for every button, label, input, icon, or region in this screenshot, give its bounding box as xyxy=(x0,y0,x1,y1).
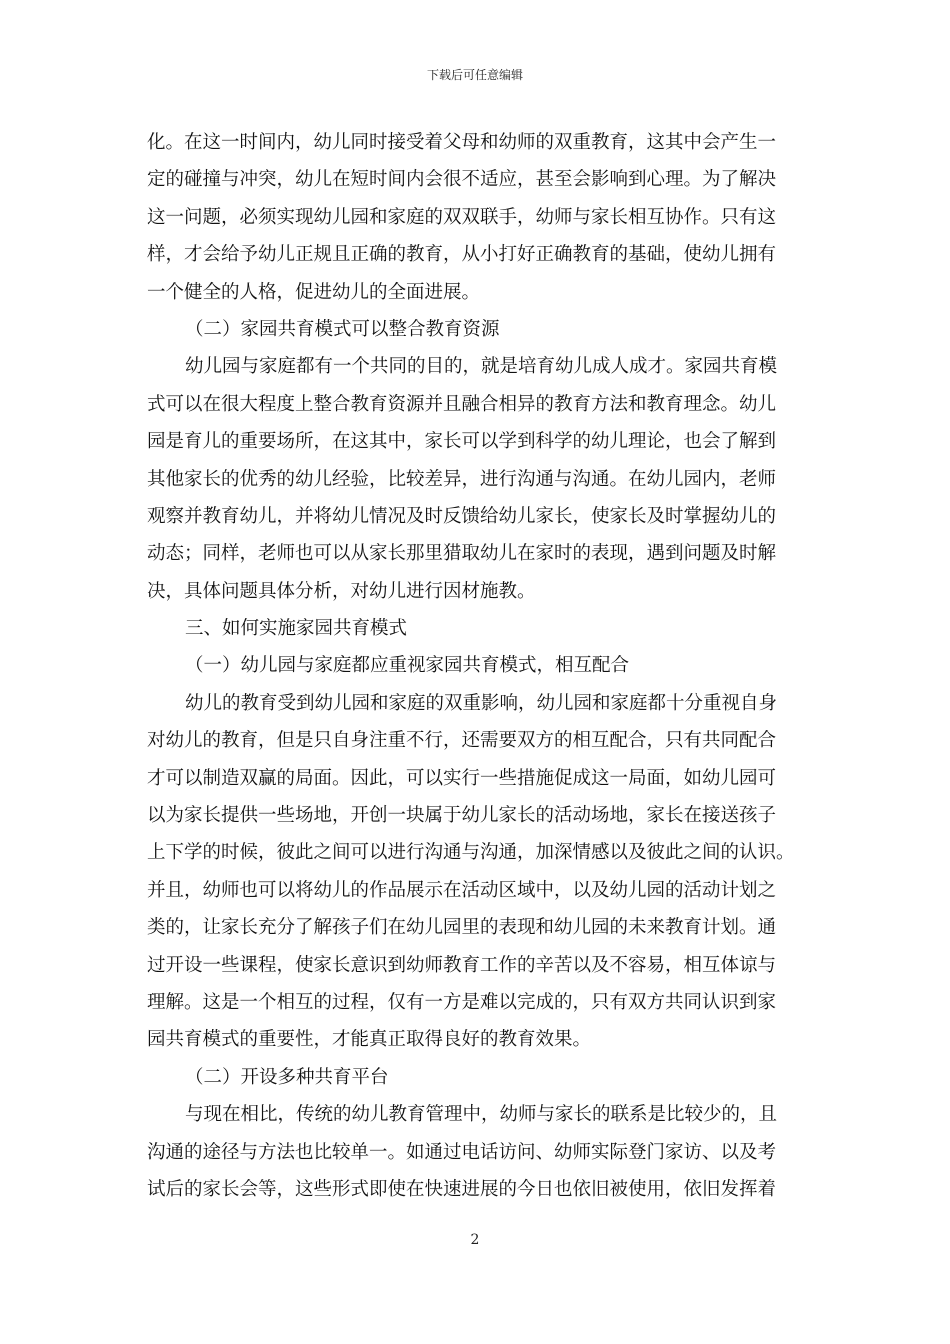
page-header: 下载后可任意编辑 xyxy=(426,68,523,82)
text-line: 定的碰撞与冲突，幼儿在短时间内会很不适应，甚至会影响到心理。为了解决 xyxy=(147,169,777,191)
text-line: 以为家长提供一些场地，开创一块属于幼儿家长的活动场地，家长在接送孩子 xyxy=(147,805,777,827)
text-line: 园共育模式的重要性，才能真正取得良好的教育效果。 xyxy=(147,1029,592,1051)
text-line: 其他家长的优秀的幼儿经验，比较差异，进行沟通与沟通。在幼儿园内，老师 xyxy=(147,468,777,490)
text-line: 这一问题，必须实现幼儿园和家庭的双双联手，幼师与家长相互协作。只有这 xyxy=(147,206,777,228)
text-line: （二）家园共育模式可以整合教育资源 xyxy=(185,318,500,340)
text-line: 化。在这一时间内，幼儿同时接受着父母和幼师的双重教育，这其中会产生一 xyxy=(147,132,777,153)
text-line: 式可以在很大程度上整合教育资源并且融合相异的教育方法和教育理念。幼儿 xyxy=(147,393,777,415)
text-line: 动态；同样，老师也可以从家长那里猎取幼儿在家时的表现，遇到问题及时解 xyxy=(147,543,777,565)
text-line: 试后的家长会等，这些形式即使在快速进展的今日也依旧被使用，依旧发挥着 xyxy=(147,1178,777,1200)
text-line: 并且，幼师也可以将幼儿的作品展示在活动区域中，以及幼儿园的活动计划之 xyxy=(147,879,777,901)
text-line: 观察并教育幼儿，并将幼儿情况及时反馈给幼儿家长，使家长及时掌握幼儿的 xyxy=(147,505,777,527)
text-line: 对幼儿的教育，但是只自身注重不行，还需要双方的相互配合，只有共同配合 xyxy=(147,730,777,752)
text-line: 决，具体问题具体分析，对幼儿进行因材施教。 xyxy=(147,580,536,602)
text-line: （一）幼儿园与家庭都应重视家园共育模式，相互配合 xyxy=(185,655,630,677)
text-line: 类的，让家长充分了解孩子们在幼儿园里的表现和幼儿园的未来教育计划。通 xyxy=(147,917,777,939)
page-number: 2 xyxy=(470,1232,480,1248)
text-line: 过开设一些课程，使家长意识到幼师教育工作的辛苦以及不容易，相互体谅与 xyxy=(147,954,777,976)
text-line: 幼儿的教育受到幼儿园和家庭的双重影响，幼儿园和家庭都十分重视自身 xyxy=(185,692,778,714)
text-line: 幼儿园与家庭都有一个共同的目的，就是培育幼儿成人成才。家园共育模 xyxy=(185,356,778,378)
text-line: 才可以制造双赢的局面。因此，可以实行一些措施促成这一局面，如幼儿园可 xyxy=(147,767,777,789)
text-line: 一个健全的人格，促进幼儿的全面进展。 xyxy=(147,281,481,303)
text-line: 三、如何实施家园共育模式 xyxy=(185,618,408,640)
text-line: 样，才会给予幼儿正规且正确的教育，从小打好正确教育的基础，使幼儿拥有 xyxy=(147,244,777,266)
text-line: 上下学的时候，彼此之间可以进行沟通与沟通，加深情感以及彼此之间的认识。 xyxy=(147,842,795,864)
text-line: （二）开设多种共育平台 xyxy=(185,1066,389,1088)
document-body xyxy=(147,124,807,1208)
text-line: 沟通的途径与方法也比较单一。如通过电话访问、幼师实际登门家访、以及考 xyxy=(147,1141,777,1163)
text-line: 理解。这是一个相互的过程，仅有一方是难以完成的，只有双方共同认识到家 xyxy=(147,991,777,1013)
text-line: 园是育儿的重要场所，在这其中，家长可以学到科学的幼儿理论，也会了解到 xyxy=(147,431,777,453)
text-line: 与现在相比，传统的幼儿教育管理中，幼师与家长的联系是比较少的，且 xyxy=(185,1104,778,1126)
